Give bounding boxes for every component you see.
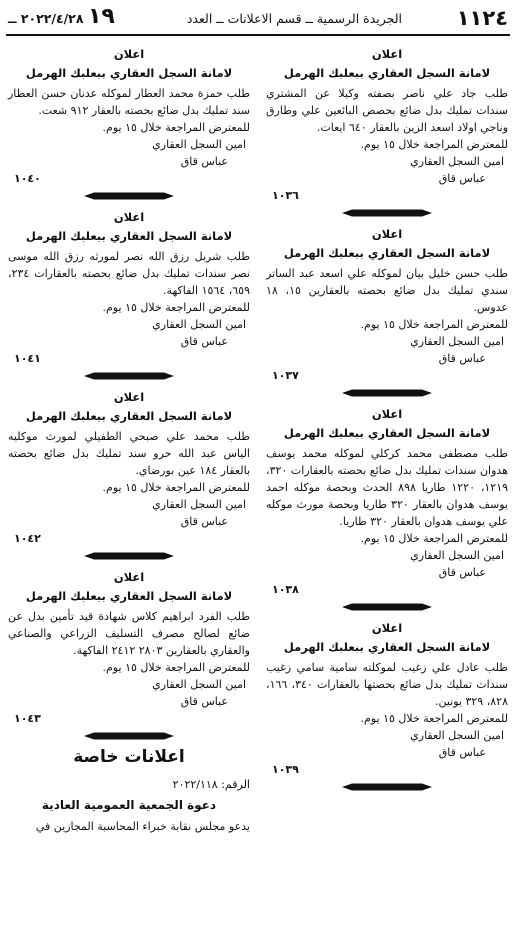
- signatory-name: عباس قاق: [438, 352, 486, 365]
- notice-title: اعلان: [371, 621, 403, 635]
- signatory-title: امين السجل العقاري: [152, 138, 246, 151]
- signatory-name: عباس قاق: [180, 515, 228, 528]
- notice-deadline: للمعترض المراجعة خلال ١٥ يوم.: [102, 481, 250, 494]
- notice-office: لامانة السجل العقاري ببعلبك الهرمل: [25, 229, 233, 243]
- notice-title: اعلان: [371, 47, 403, 61]
- signatory-name: عباس قاق: [438, 172, 486, 185]
- reference-number: الرقم: ٢٠٢٢/١١٨: [172, 778, 250, 791]
- page-header: [6, 4, 510, 36]
- signatory-name: عباس قاق: [180, 695, 228, 708]
- gazette-section-title: الجريدة الرسمية ــ قسم الاعلانات ــ العدد: [186, 11, 402, 26]
- notice-title: اعلان: [113, 570, 145, 584]
- separator-ornament: [8, 549, 250, 563]
- signatory-name: عباس قاق: [438, 746, 486, 759]
- signatory-title: امين السجل العقاري: [410, 729, 504, 742]
- notice: [266, 226, 508, 400]
- notice-office: لامانة السجل العقاري ببعلبك الهرمل: [283, 66, 491, 80]
- issue-number: ١٩: [88, 4, 115, 29]
- notice-title: اعلان: [113, 210, 145, 224]
- signatory-name: عباس قاق: [180, 155, 228, 168]
- notice-deadline: للمعترض المراجعة خلال ١٥ يوم.: [360, 138, 508, 151]
- notice-body: طلب الفرد ابراهيم كلاس شهادة قيد تأمين بدل عن ضائع لصالح مصرف التسليف الزراعي والصناعي والعقاري بالعقارين ٢٨٠٣ ٢٤١٢ الفاكهة.: [8, 610, 250, 657]
- notice-number: ١٠٤١: [14, 352, 41, 365]
- notice-number: ١٠٤٣: [14, 712, 41, 725]
- notice-office: لامانة السجل العقاري ببعلبك الهرمل: [283, 246, 491, 260]
- notice-title: اعلان: [371, 407, 403, 421]
- separator-ornament: [8, 369, 250, 383]
- notice-title: اعلان: [371, 227, 403, 241]
- notice-number: ١٠٣٨: [272, 583, 299, 596]
- general-assembly-title: دعوة الجمعية العمومية العادية: [41, 798, 217, 812]
- notice-number: ١٠٤٠: [14, 172, 41, 185]
- notice: [8, 569, 250, 743]
- notice-office: لامانة السجل العقاري ببعلبك الهرمل: [25, 589, 233, 603]
- notice-office: لامانة السجل العقاري ببعلبك الهرمل: [25, 66, 233, 80]
- notice: [8, 209, 250, 383]
- signatory-title: امين السجل العقاري: [410, 335, 504, 348]
- left-column: [8, 46, 250, 835]
- notice-office: لامانة السجل العقاري ببعلبك الهرمل: [283, 640, 491, 654]
- separator-ornament: [266, 780, 508, 794]
- separator-ornament: [266, 386, 508, 400]
- notice-number: ١٠٣٧: [272, 369, 299, 382]
- special-notices-heading: اعلانات خاصة: [73, 747, 185, 767]
- notice-deadline: للمعترض المراجعة خلال ١٥ يوم.: [102, 301, 250, 314]
- notice-title: اعلان: [113, 47, 145, 61]
- signatory-title: امين السجل العقاري: [152, 318, 246, 331]
- signatory-name: عباس قاق: [180, 335, 228, 348]
- notice-body: طلب شربل رزق الله نصر لمورثه رزق الله موسى نصر سندات تمليك بدل ضائع بحصته بالعقارات ٢٣٤، ٦٥٩، ١٥٦٤ الفاكهة.: [8, 250, 250, 297]
- separator-ornament: [8, 189, 250, 203]
- notice-body: طلب جاد علي ناصر بصفته وكيلا عن المشتري سندات تمليك بدل ضائع بحصص البائعين علي وطارق وناجي اولاد اسعد الزين بالعقار ٦٤٠ ايعات.: [266, 87, 508, 134]
- notice-body: طلب مصطفى محمد كركلي لموكله محمد يوسف هدوان سندات تمليك بدل ضائع بحصته بالعقارات ٣٢٠، ١٢١٩، ١٢٢٠ طاريا ٨٩٨ الحدث وبحصة موكله احمد يوسف هدوان بالعقار ٣٢٠ طاريا وبحصة مورث موكله علي يوسف هدوان بالعقار ٣٢٠ طاريا.: [266, 447, 509, 528]
- general-assembly-body: يدعو مجلس نقابة خبراء المحاسبة المجازين في: [35, 820, 250, 833]
- notice-body: طلب حمزة محمد العطار لموكله عدنان حسن العطار سند تمليك بدل ضائع بحصته بالعقار ٩١٢ شعت.: [8, 87, 250, 117]
- notice-deadline: للمعترض المراجعة خلال ١٥ يوم.: [360, 532, 508, 545]
- notice: [266, 406, 508, 614]
- notice: [8, 46, 250, 203]
- notice-deadline: للمعترض المراجعة خلال ١٥ يوم.: [102, 661, 250, 674]
- page-number: ١١٢٤: [456, 6, 508, 30]
- notice: [8, 389, 250, 563]
- separator-ornament: [8, 729, 250, 743]
- signatory-title: امين السجل العقاري: [152, 498, 246, 511]
- notice-deadline: للمعترض المراجعة خلال ١٥ يوم.: [102, 121, 250, 134]
- separator-ornament: [266, 600, 508, 614]
- notice: [266, 620, 508, 794]
- notice: [266, 46, 508, 220]
- notice-body: طلب عادل علي زغيب لموكلته سامية سامي زغيب سندات تمليك بدل ضائع بحصتها بالعقارات ٣٤٠، ١٦٦، ٨٢٨، ٣٢٩ يونين.: [266, 661, 508, 708]
- notice-office: لامانة السجل العقاري ببعلبك الهرمل: [283, 426, 491, 440]
- notice-office: لامانة السجل العقاري ببعلبك الهرمل: [25, 409, 233, 423]
- signatory-title: امين السجل العقاري: [410, 549, 504, 562]
- separator-ornament: [266, 206, 508, 220]
- notice-deadline: للمعترض المراجعة خلال ١٥ يوم.: [360, 712, 508, 725]
- notice-number: ١٠٣٩: [272, 763, 299, 776]
- notice-body: طلب حسن خليل بيان لموكله علي اسعد عبد الساتر سندي تمليك بدل ضائع بحصته بالعقارين ١٥، ١٨ عدوس.: [266, 267, 509, 314]
- notice-number: ١٠٣٦: [272, 189, 299, 202]
- signatory-name: عباس قاق: [438, 566, 486, 579]
- issue-date: ٢٠٢٢/٤/٢٨ ــ: [8, 11, 84, 26]
- notice-number: ١٠٤٢: [14, 532, 41, 545]
- right-column: [266, 46, 508, 800]
- notice-title: اعلان: [113, 390, 145, 404]
- notice-body: طلب محمد علي صبحي الطفيلي لمورث موكليه الياس عبد الله حرو سند تمليك بدل ضائع بحصته بالعقار ١٨٤ عين بورضاي.: [8, 430, 250, 477]
- signatory-title: امين السجل العقاري: [152, 678, 246, 691]
- signatory-title: امين السجل العقاري: [410, 155, 504, 168]
- notice-deadline: للمعترض المراجعة خلال ١٥ يوم.: [360, 318, 508, 331]
